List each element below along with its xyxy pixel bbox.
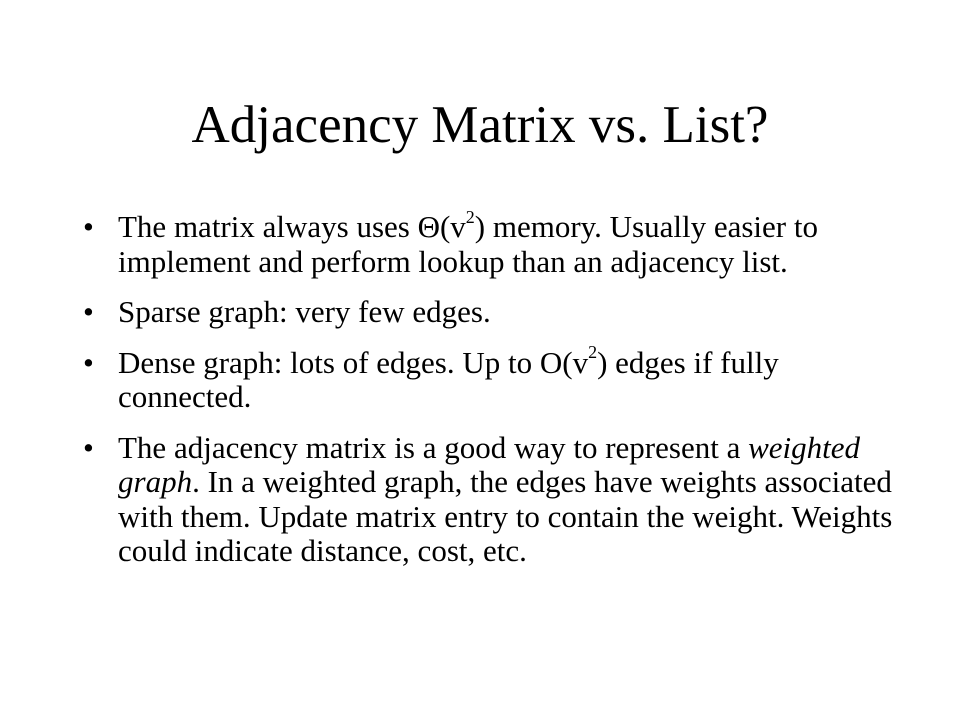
- bullet-item-sparse-graph: [80, 295, 900, 330]
- superscript: 2: [465, 206, 475, 227]
- bullet-item-weighted-graph: [80, 431, 900, 569]
- bullet-text-part: Dense graph: lots of edges. Up to O(v: [118, 344, 589, 380]
- bullet-text-part: . In a weighted graph, the edges have weights associated with them. Update matrix entry to contain the weight. Weights could indicate distance, cost, etc.: [118, 464, 893, 568]
- bullet-item-dense-graph: [80, 342, 900, 415]
- bullet-dot-icon: •: [83, 429, 94, 465]
- bullet-item-matrix-memory: [80, 206, 900, 279]
- slide-title: Adjacency Matrix vs. List?: [191, 96, 769, 154]
- bullet-text-part: The adjacency matrix is a good way to represent a: [118, 429, 749, 465]
- emphasized-term: weighted graph: [118, 429, 861, 499]
- bullet-text-part: ) memory. Usually easier to implement and perform lookup than an adjacency list.: [118, 209, 818, 279]
- bullet-dot-icon: •: [83, 209, 94, 244]
- bullet-dot-icon: •: [83, 294, 94, 329]
- bullet-text-part: The matrix always uses Θ(v: [118, 209, 466, 244]
- bullet-text-part: ) edges if fully connected.: [118, 344, 779, 414]
- bullet-dot-icon: •: [83, 344, 94, 380]
- bullet-text: Sparse graph: very few edges.: [118, 294, 491, 329]
- bullet-list: [80, 206, 900, 585]
- superscript: 2: [588, 342, 598, 363]
